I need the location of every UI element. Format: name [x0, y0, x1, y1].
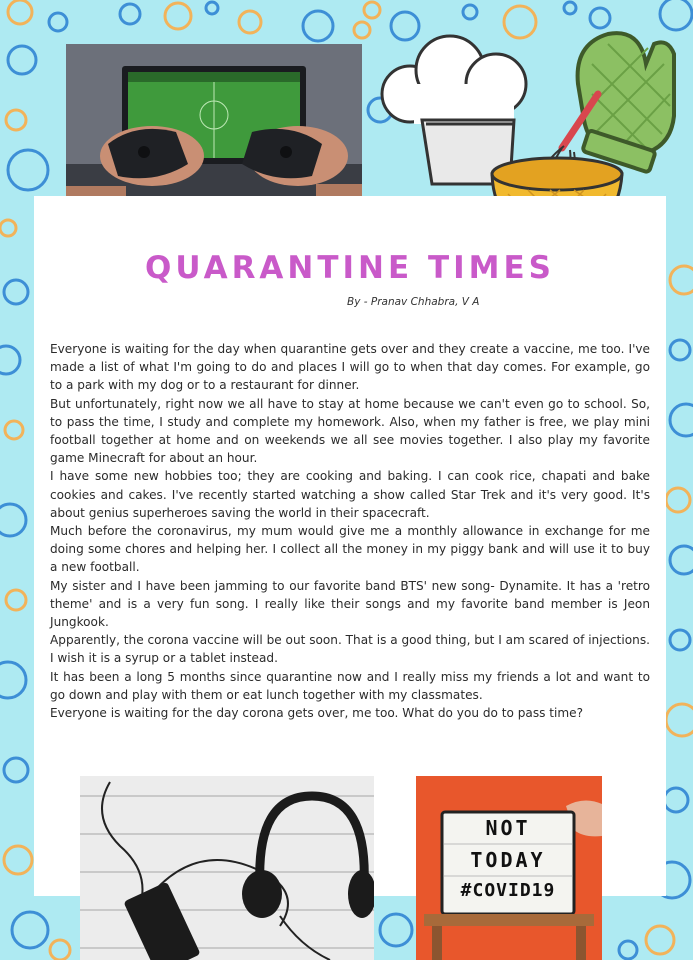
sign-line-2: TODAY: [470, 848, 546, 872]
page-title: QUARANTINE TIMES: [145, 250, 555, 286]
article-paragraph: But unfortunately, right now we all have to stay at home because we can't even go to school. So, to pass the time, I study and complete my homework. Also, when my father is free, we play mini football together at home and on weekends we all see movies together. I also play my favorite game Minecraft for about an hour.: [50, 396, 650, 466]
author-byline: By - Pranav Chhabra, V A: [347, 296, 480, 308]
article-paragraph: It has been a long 5 months since quarantine now and I really miss my friends a lot and want to go down and play with them or eat lunch together with my classmates.: [50, 669, 650, 702]
article-paragraph: Apparently, the corona vaccine will be out soon. That is a good thing, but I am scared of injections. I wish it is a syrup or a tablet instead.: [50, 633, 650, 666]
article-paragraph: Everyone is waiting for the day when quarantine gets over and they create a vaccine, me too. I've made a list of what I'm going to do and places I will go to when that day comes. For example, go to a park with my dog or to a restaurant for dinner.: [50, 342, 650, 393]
gaming-photo: [66, 44, 362, 212]
article-body: [50, 340, 650, 722]
sign-line-3: #COVID19: [460, 880, 556, 901]
article-paragraph: My sister and I have been jamming to our favorite band BTS' new song- Dynamite. It has a 'retro theme' and is a very fun song. I really like their songs and my favorite band member is Jeon Jungkook.: [50, 578, 650, 630]
article-paragraph: Everyone is waiting for the day corona gets over, me too. What do you do to pass time?: [50, 706, 584, 721]
article-paragraph: I have some new hobbies too; they are cooking and baking. I can cook rice, chapati and bake cookies and cakes. I've recently started watching a show called Star Trek and it's very good. It's about genius superheroes saving the world in their spacecraft.: [50, 469, 650, 520]
headphones-photo: [80, 776, 374, 960]
not-today-sign-photo: [416, 776, 602, 960]
chef-hat-icon: [382, 36, 526, 184]
article-paragraph: Much before the coronavirus, my mum would give me a monthly allowance in exchange for me doing some chores and helping her. I collect all the money in my piggy bank and will use it to buy a new football.: [50, 524, 650, 575]
sign-line-1: NOT: [485, 816, 531, 840]
